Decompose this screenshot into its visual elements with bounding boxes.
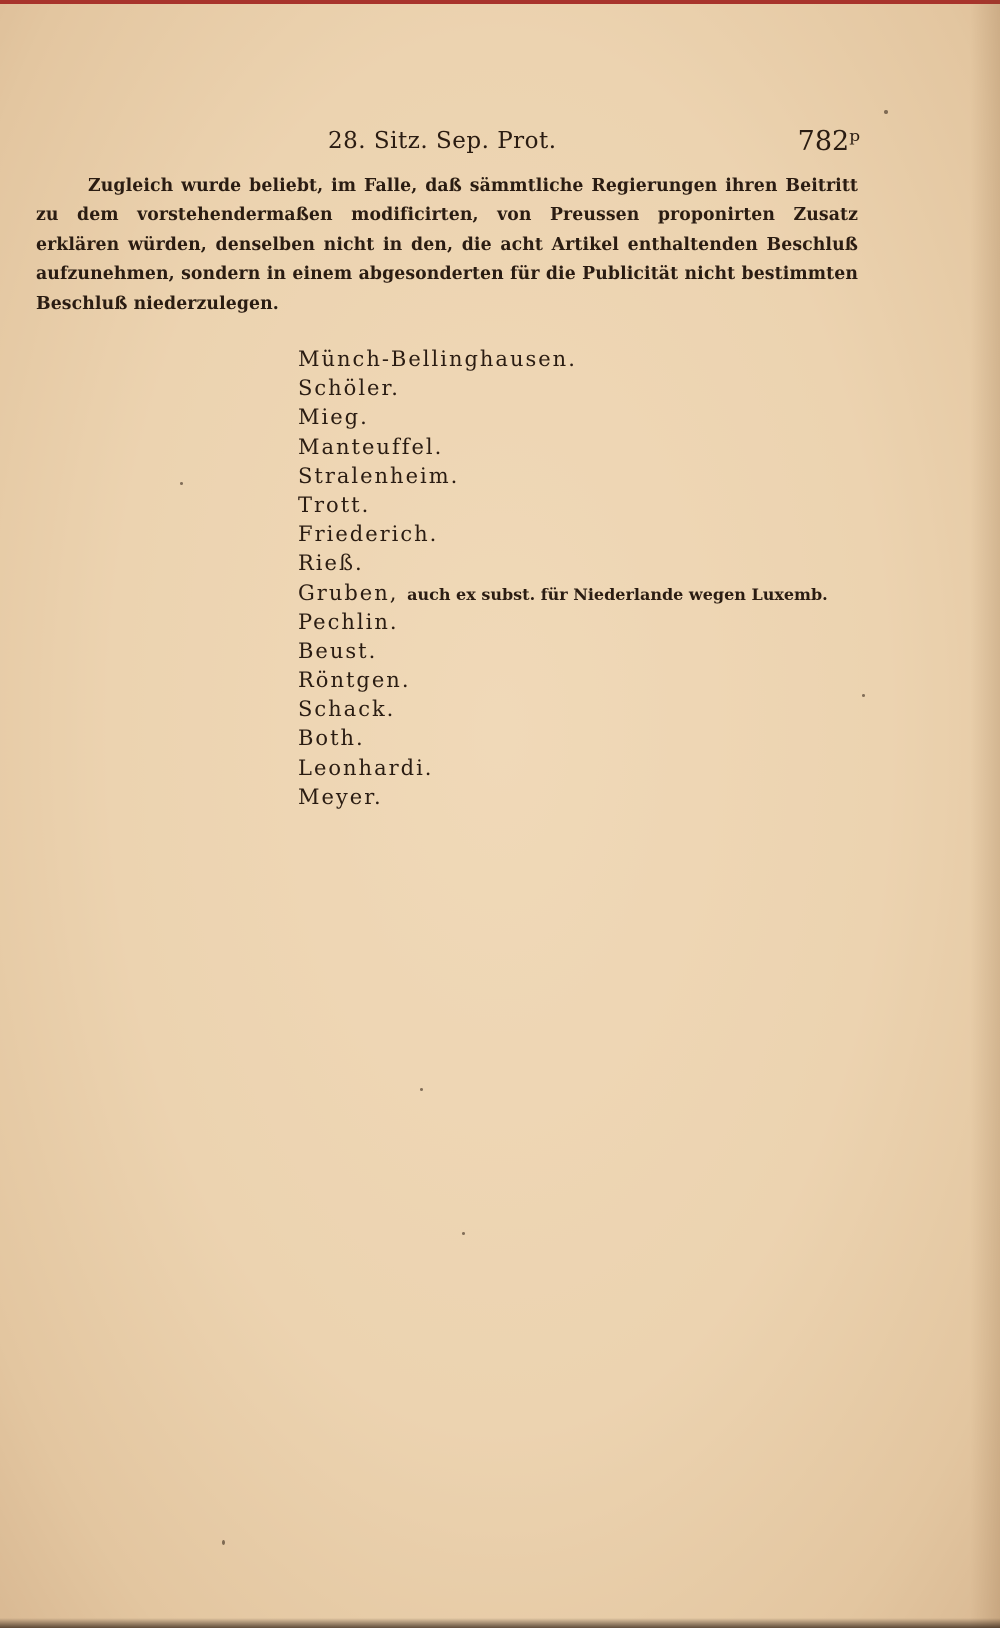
signatory-item — [298, 403, 858, 432]
running-head: 28. Sitz. Sep. Prot. — [328, 128, 557, 154]
signatory-name: Manteuffel. — [298, 434, 444, 459]
signatory-name: Rieß. — [298, 551, 364, 576]
signatory-note: auch ex subst. für Niederlande wegen Luxemb. — [407, 584, 828, 604]
body-paragraph — [36, 172, 858, 319]
signatory-item — [298, 549, 858, 578]
signatory-name: Trott. — [298, 492, 371, 517]
signatory-name: Meyer. — [298, 784, 383, 809]
signatory-name: Münch-Bellinghausen. — [298, 347, 577, 371]
paper-speck — [462, 1232, 465, 1235]
signatory-name: Schack. — [298, 697, 396, 722]
signatory-item — [298, 695, 858, 724]
signatory-item — [298, 433, 858, 462]
signatory-item — [298, 491, 858, 520]
signatory-item — [298, 754, 858, 783]
signatory-name: Stralenheim. — [298, 463, 460, 488]
signatory-item — [298, 579, 858, 608]
signatory-name: Beust. — [298, 638, 378, 663]
signatory-list — [298, 345, 858, 812]
signatory-item — [298, 637, 858, 666]
signatory-name: Both. — [298, 726, 365, 751]
signatory-item — [298, 520, 858, 549]
signatory-name: Friederich. — [298, 522, 439, 547]
page-bottom-edge — [0, 1618, 1000, 1628]
signatory-item — [298, 462, 858, 491]
signatory-name: Leonhardi. — [298, 755, 434, 780]
page-top-edge — [0, 0, 1000, 4]
page-right-shadow — [970, 0, 1000, 1628]
signatory-item — [298, 783, 858, 812]
paper-speck — [420, 1088, 423, 1091]
signatory-name: Röntgen. — [298, 668, 411, 693]
signatory-item — [298, 608, 858, 637]
page-header — [320, 124, 860, 160]
signatory-name: Mieg. — [298, 405, 369, 430]
signatory-item — [298, 666, 858, 695]
paper-speck — [884, 110, 888, 114]
paper-speck — [862, 694, 865, 697]
signatory-name: Gruben, — [298, 580, 399, 605]
signatory-name: Schöler. — [298, 376, 400, 401]
signatory-item — [298, 345, 858, 374]
paper-speck — [222, 1540, 225, 1545]
signatory-item — [298, 374, 858, 403]
paper-speck — [180, 482, 183, 485]
paragraph-text: Zugleich wurde beliebt, im Falle, daß sämmtliche Regierungen ihren Beitritt zu dem vorstehendermaßen modificirten, von Preussen proponirten Zusatz erklären würden, denselben nicht in den, die acht Artikel enthaltenden Beschluß aufzunehmen, sondern in einem abgesonderten für die Publicität nicht bestimmten Beschluß niederzulegen. — [36, 176, 858, 314]
page-number: 782ᵖ — [797, 126, 860, 157]
signatory-name: Pechlin. — [298, 609, 399, 634]
signatory-item — [298, 724, 858, 753]
